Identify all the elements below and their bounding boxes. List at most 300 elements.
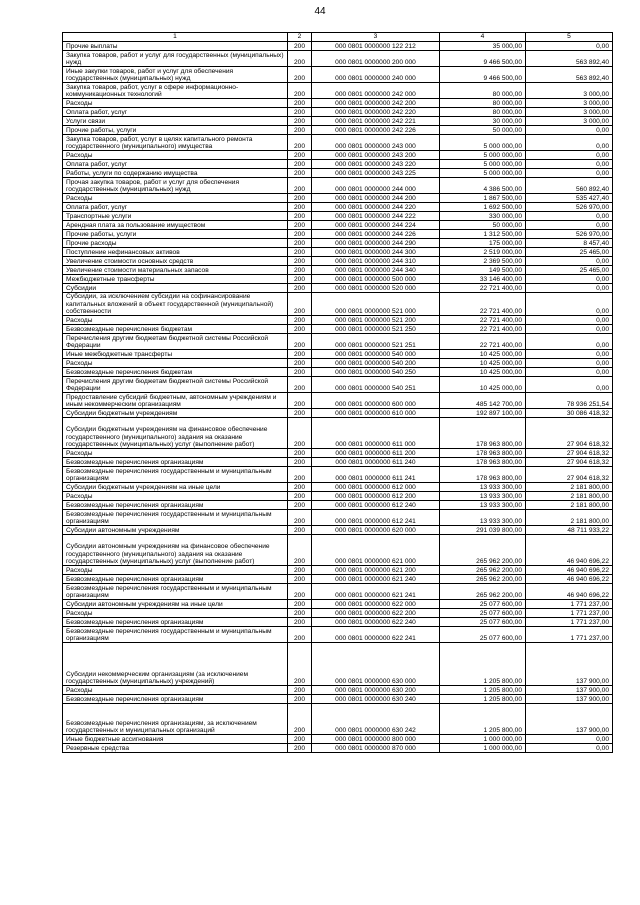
table-row [63,221,613,230]
row-name-cell: Увеличение стоимости материальных запасов [63,266,288,275]
row-code-cell: 200 [288,393,312,409]
table-row [63,526,613,535]
row-classification-cell: 000 0801 0000000 244 222 [312,212,440,221]
table-row [63,350,613,359]
row-approved-amount-cell: 2 369 500,00 [440,257,526,266]
row-approved-amount-cell: 178 963 800,00 [440,467,526,483]
row-name-cell: Закупка товаров, работ, услуг в целях капитального ремонта государственного (муниципального) имущества [63,135,288,151]
table-row [63,575,613,584]
row-classification-cell: 000 0801 0000000 600 000 [312,393,440,409]
row-name-cell: Прочая закупка товаров, работ и услуг для обеспечения государственных (муниципальных) нужд [63,178,288,194]
row-code-cell: 200 [288,377,312,393]
row-name-cell: Безвозмездные перечисления бюджетам [63,368,288,377]
row-executed-amount-cell: 563 892,40 [526,51,613,67]
row-approved-amount-cell: 4 386 500,00 [440,178,526,194]
row-code-cell: 200 [288,284,312,293]
row-name-cell: Расходы [63,609,288,618]
row-approved-amount-cell: 50 000,00 [440,126,526,135]
row-executed-amount-cell: 0,00 [526,744,613,753]
row-classification-cell: 000 0801 0000000 244 310 [312,257,440,266]
row-executed-amount-cell: 46 940 696,22 [526,575,613,584]
row-executed-amount-cell: 0,00 [526,325,613,334]
row-executed-amount-cell: 30 086 418,32 [526,409,613,418]
row-approved-amount-cell: 13 933 300,00 [440,492,526,501]
row-executed-amount-cell: 0,00 [526,368,613,377]
row-classification-cell: 000 0801 0000000 500 000 [312,275,440,284]
row-classification-cell: 000 0801 0000000 521 251 [312,334,440,350]
table-row [63,126,613,135]
row-classification-cell: 000 0801 0000000 244 200 [312,194,440,203]
row-name-cell: Субсидии автономным учреждениям на финансовое обеспечение государственного (муниципального) задания на оказание государственных (муниципальных) услуг (выполнение работ) [63,535,288,566]
row-classification-cell: 000 0801 0000000 242 200 [312,99,440,108]
table-row [63,377,613,393]
row-name-cell: Резервные средства [63,744,288,753]
table-row [63,535,613,566]
row-approved-amount-cell: 1 205 800,00 [440,643,526,686]
table-row [63,135,613,151]
row-approved-amount-cell: 2 519 000,00 [440,248,526,257]
row-approved-amount-cell: 10 425 000,00 [440,350,526,359]
row-classification-cell: 000 0801 0000000 620 000 [312,526,440,535]
row-name-cell: Поступление нефинансовых активов [63,248,288,257]
row-approved-amount-cell: 149 500,00 [440,266,526,275]
row-classification-cell: 000 0801 0000000 520 000 [312,284,440,293]
row-classification-cell: 000 0801 0000000 611 241 [312,467,440,483]
row-classification-cell: 000 0801 0000000 244 220 [312,203,440,212]
budget-table-body [63,33,613,753]
table-row [63,325,613,334]
table-row [63,293,613,316]
table-row [63,483,613,492]
row-code-cell: 200 [288,230,312,239]
row-code-cell: 200 [288,221,312,230]
row-classification-cell: 000 0801 0000000 540 200 [312,359,440,368]
row-executed-amount-cell: 2 181 800,00 [526,510,613,526]
row-approved-amount-cell: 25 077 600,00 [440,618,526,627]
row-approved-amount-cell: 1 205 800,00 [440,686,526,695]
row-classification-cell: 000 0801 0000000 630 200 [312,686,440,695]
row-name-cell: Субсидии [63,284,288,293]
row-approved-amount-cell: 25 077 600,00 [440,627,526,643]
row-classification-cell: 000 0801 0000000 800 000 [312,735,440,744]
row-classification-cell: 000 0801 0000000 244 300 [312,248,440,257]
row-code-cell: 200 [288,239,312,248]
table-row [63,704,613,735]
table-row [63,51,613,67]
row-code-cell: 200 [288,67,312,83]
row-classification-cell: 000 0801 0000000 244 000 [312,178,440,194]
row-approved-amount-cell: 22 721 400,00 [440,334,526,350]
row-executed-amount-cell: 78 936 251,54 [526,393,613,409]
row-executed-amount-cell: 48 711 933,22 [526,526,613,535]
row-executed-amount-cell: 0,00 [526,212,613,221]
table-row [63,178,613,194]
row-classification-cell: 000 0801 0000000 630 242 [312,704,440,735]
table-row [63,393,613,409]
row-approved-amount-cell: 22 721 400,00 [440,325,526,334]
row-classification-cell: 000 0801 0000000 244 226 [312,230,440,239]
row-name-cell: Транспортные услуги [63,212,288,221]
row-code-cell: 200 [288,467,312,483]
row-classification-cell: 000 0801 0000000 200 000 [312,51,440,67]
row-code-cell: 200 [288,117,312,126]
row-name-cell: Безвозмездные перечисления организациям [63,501,288,510]
row-code-cell: 200 [288,257,312,266]
row-name-cell: Иные закупки товаров, работ и услуг для обеспечения государственных (муниципальных) нужд [63,67,288,83]
row-name-cell: Увеличение стоимости основных средств [63,257,288,266]
row-approved-amount-cell: 80 000,00 [440,108,526,117]
row-code-cell: 200 [288,108,312,117]
row-classification-cell: 000 0801 0000000 621 240 [312,575,440,584]
row-approved-amount-cell: 5 000 000,00 [440,160,526,169]
row-name-cell: Прочие выплаты [63,42,288,51]
table-row [63,744,613,753]
row-executed-amount-cell: 2 181 800,00 [526,501,613,510]
row-name-cell: Безвозмездные перечисления организациям [63,458,288,467]
row-classification-cell: 000 0801 0000000 244 340 [312,266,440,275]
row-classification-cell: 000 0801 0000000 242 221 [312,117,440,126]
row-executed-amount-cell: 0,00 [526,135,613,151]
row-name-cell: Безвозмездные перечисления организациям, за исключением государственных и муниципальных организаций [63,704,288,735]
row-classification-cell: 000 0801 0000000 521 200 [312,316,440,325]
row-name-cell: Безвозмездные перечисления организациям [63,618,288,627]
row-classification-cell: 000 0801 0000000 621 200 [312,566,440,575]
row-executed-amount-cell: 0,00 [526,735,613,744]
table-row [63,449,613,458]
row-code-cell: 200 [288,359,312,368]
row-approved-amount-cell: 192 897 100,00 [440,409,526,418]
row-name-cell: Безвозмездные перечисления государственным и муниципальным организациям [63,584,288,600]
row-name-cell: Расходы [63,492,288,501]
row-approved-amount-cell: 22 721 400,00 [440,316,526,325]
row-name-cell: Работы, услуги по содержанию имущества [63,169,288,178]
row-code-cell: 200 [288,618,312,627]
row-executed-amount-cell: 3 000,00 [526,83,613,99]
table-row [63,248,613,257]
table-row [63,584,613,600]
row-classification-cell: 000 0801 0000000 242 220 [312,108,440,117]
row-executed-amount-cell: 1 771 237,00 [526,609,613,618]
row-approved-amount-cell: 265 962 200,00 [440,584,526,600]
row-executed-amount-cell: 27 904 618,32 [526,418,613,449]
row-executed-amount-cell: 137 900,00 [526,695,613,704]
row-classification-cell: 000 0801 0000000 540 250 [312,368,440,377]
row-approved-amount-cell: 80 000,00 [440,99,526,108]
row-code-cell: 200 [288,627,312,643]
row-executed-amount-cell: 46 940 696,22 [526,566,613,575]
row-code-cell: 200 [288,686,312,695]
row-executed-amount-cell: 137 900,00 [526,643,613,686]
row-executed-amount-cell: 535 427,40 [526,194,613,203]
row-classification-cell: 000 0801 0000000 622 200 [312,609,440,618]
row-approved-amount-cell: 33 146 400,00 [440,275,526,284]
row-code-cell: 200 [288,160,312,169]
row-classification-cell: 000 0801 0000000 870 000 [312,744,440,753]
row-name-cell: Прочие работы, услуги [63,230,288,239]
row-classification-cell: 000 0801 0000000 630 000 [312,643,440,686]
row-classification-cell: 000 0801 0000000 610 000 [312,409,440,418]
row-code-cell: 200 [288,510,312,526]
row-classification-cell: 000 0801 0000000 122 212 [312,42,440,51]
row-code-cell: 200 [288,135,312,151]
row-executed-amount-cell: 0,00 [526,316,613,325]
row-executed-amount-cell: 560 892,40 [526,178,613,194]
row-classification-cell: 000 0801 0000000 243 220 [312,160,440,169]
row-name-cell: Иные бюджетные ассигнования [63,735,288,744]
row-name-cell: Безвозмездные перечисления государственным и муниципальным организациям [63,467,288,483]
row-approved-amount-cell: 485 142 700,00 [440,393,526,409]
row-classification-cell: 000 0801 0000000 622 000 [312,600,440,609]
row-name-cell: Субсидии бюджетным учреждениям [63,409,288,418]
row-code-cell: 200 [288,575,312,584]
table-row [63,239,613,248]
row-classification-cell: 000 0801 0000000 611 000 [312,418,440,449]
row-approved-amount-cell: 13 933 300,00 [440,483,526,492]
row-code-cell: 200 [288,600,312,609]
row-executed-amount-cell: 3 000,00 [526,99,613,108]
row-code-cell: 200 [288,695,312,704]
row-classification-cell: 000 0801 0000000 242 226 [312,126,440,135]
row-executed-amount-cell: 46 940 696,22 [526,535,613,566]
row-approved-amount-cell: 1 205 800,00 [440,695,526,704]
row-name-cell: Оплата работ, услуг [63,108,288,117]
row-classification-cell: 000 0801 0000000 612 240 [312,501,440,510]
row-name-cell: Закупка товаров, работ и услуг для государственных (муниципальных) нужд [63,51,288,67]
row-name-cell: Расходы [63,359,288,368]
row-approved-amount-cell: 1 312 500,00 [440,230,526,239]
row-name-cell: Субсидии некоммерческим организациям (за исключением государственных (муниципальных) учреждений) [63,643,288,686]
row-classification-cell: 000 0801 0000000 612 000 [312,483,440,492]
row-executed-amount-cell: 2 181 800,00 [526,492,613,501]
row-code-cell: 200 [288,99,312,108]
row-code-cell: 200 [288,194,312,203]
table-row [63,510,613,526]
row-classification-cell: 000 0801 0000000 611 240 [312,458,440,467]
row-approved-amount-cell: 265 962 200,00 [440,575,526,584]
row-approved-amount-cell: 265 962 200,00 [440,566,526,575]
row-classification-cell: 000 0801 0000000 244 224 [312,221,440,230]
row-approved-amount-cell: 10 425 000,00 [440,359,526,368]
row-classification-cell: 000 0801 0000000 521 000 [312,293,440,316]
row-executed-amount-cell: 3 000,00 [526,108,613,117]
row-approved-amount-cell: 265 962 200,00 [440,535,526,566]
table-row [63,492,613,501]
row-classification-cell: 000 0801 0000000 622 241 [312,627,440,643]
table-row [63,609,613,618]
row-executed-amount-cell: 0,00 [526,275,613,284]
table-row [63,418,613,449]
table-row [63,169,613,178]
row-code-cell: 200 [288,566,312,575]
row-code-cell: 200 [288,643,312,686]
row-code-cell: 200 [288,83,312,99]
row-code-cell: 200 [288,325,312,334]
row-name-cell: Расходы [63,194,288,203]
row-approved-amount-cell: 291 039 800,00 [440,526,526,535]
row-approved-amount-cell: 22 721 400,00 [440,284,526,293]
row-approved-amount-cell: 178 963 800,00 [440,458,526,467]
row-executed-amount-cell: 526 970,00 [526,203,613,212]
row-executed-amount-cell: 2 181 800,00 [526,483,613,492]
row-name-cell: Арендная плата за пользование имуществом [63,221,288,230]
row-executed-amount-cell: 137 900,00 [526,704,613,735]
row-code-cell: 200 [288,293,312,316]
row-approved-amount-cell: 9 466 500,00 [440,51,526,67]
row-code-cell: 200 [288,51,312,67]
row-classification-cell: 000 0801 0000000 540 251 [312,377,440,393]
row-classification-cell: 000 0801 0000000 621 241 [312,584,440,600]
row-approved-amount-cell: 175 000,00 [440,239,526,248]
table-header-row [63,33,613,42]
row-executed-amount-cell: 0,00 [526,169,613,178]
row-executed-amount-cell: 0,00 [526,284,613,293]
row-code-cell: 200 [288,203,312,212]
row-executed-amount-cell: 3 000,00 [526,117,613,126]
row-executed-amount-cell: 0,00 [526,221,613,230]
table-row [63,695,613,704]
row-approved-amount-cell: 5 000 000,00 [440,169,526,178]
row-approved-amount-cell: 1 000 000,00 [440,744,526,753]
table-row [63,99,613,108]
column-header-5: 5 [526,33,613,42]
row-approved-amount-cell: 10 425 000,00 [440,377,526,393]
row-executed-amount-cell: 0,00 [526,377,613,393]
table-row [63,266,613,275]
row-code-cell: 200 [288,744,312,753]
row-code-cell: 200 [288,483,312,492]
row-approved-amount-cell: 1 205 800,00 [440,704,526,735]
row-classification-cell: 000 0801 0000000 611 200 [312,449,440,458]
row-approved-amount-cell: 22 721 400,00 [440,293,526,316]
row-approved-amount-cell: 80 000,00 [440,83,526,99]
row-code-cell: 200 [288,735,312,744]
row-executed-amount-cell: 8 457,40 [526,239,613,248]
row-code-cell: 200 [288,350,312,359]
page-number: 44 [314,6,326,17]
row-approved-amount-cell: 330 000,00 [440,212,526,221]
row-code-cell: 200 [288,449,312,458]
table-row [63,735,613,744]
row-code-cell: 200 [288,501,312,510]
row-classification-cell: 000 0801 0000000 243 200 [312,151,440,160]
row-executed-amount-cell: 0,00 [526,126,613,135]
table-row [63,501,613,510]
row-classification-cell: 000 0801 0000000 243 000 [312,135,440,151]
row-name-cell: Перечисления другим бюджетам бюджетной системы Российской Федерации [63,377,288,393]
row-classification-cell: 000 0801 0000000 630 240 [312,695,440,704]
row-code-cell: 200 [288,212,312,221]
row-code-cell: 200 [288,266,312,275]
table-row [63,458,613,467]
row-code-cell: 200 [288,409,312,418]
row-approved-amount-cell: 25 077 600,00 [440,600,526,609]
row-name-cell: Субсидии автономным учреждениям [63,526,288,535]
table-row [63,67,613,83]
row-code-cell: 200 [288,248,312,257]
row-approved-amount-cell: 13 933 300,00 [440,510,526,526]
row-code-cell: 200 [288,704,312,735]
row-code-cell: 200 [288,418,312,449]
row-executed-amount-cell: 27 904 618,32 [526,458,613,467]
row-approved-amount-cell: 5 000 000,00 [440,135,526,151]
row-executed-amount-cell: 1 771 237,00 [526,627,613,643]
row-name-cell: Перечисления другим бюджетам бюджетной системы Российской Федерации [63,334,288,350]
row-name-cell: Оплата работ, услуг [63,203,288,212]
row-code-cell: 200 [288,151,312,160]
row-classification-cell: 000 0801 0000000 612 200 [312,492,440,501]
row-executed-amount-cell: 526 970,00 [526,230,613,239]
row-code-cell: 200 [288,275,312,284]
table-row [63,566,613,575]
row-approved-amount-cell: 178 963 800,00 [440,418,526,449]
row-name-cell: Расходы [63,99,288,108]
row-approved-amount-cell: 5 000 000,00 [440,151,526,160]
row-approved-amount-cell: 50 000,00 [440,221,526,230]
row-executed-amount-cell: 25 465,00 [526,248,613,257]
row-name-cell: Субсидии бюджетным учреждениям на финансовое обеспечение государственного (муниципального) задания на оказание государственных (муниципальных) услуг (выполнение работ) [63,418,288,449]
row-code-cell: 200 [288,526,312,535]
row-executed-amount-cell: 0,00 [526,334,613,350]
row-approved-amount-cell: 9 466 500,00 [440,67,526,83]
row-name-cell: Субсидии, за исключением субсидии на софинансирование капитальных вложений в объект государственной (муниципальной) собственности [63,293,288,316]
row-approved-amount-cell: 178 963 800,00 [440,449,526,458]
row-classification-cell: 000 0801 0000000 244 290 [312,239,440,248]
table-row [63,686,613,695]
table-row [63,160,613,169]
row-approved-amount-cell: 13 933 300,00 [440,501,526,510]
row-classification-cell: 000 0801 0000000 240 000 [312,67,440,83]
column-header-1: 1 [63,33,288,42]
row-name-cell: Прочие работы, услуги [63,126,288,135]
row-executed-amount-cell: 0,00 [526,350,613,359]
row-classification-cell: 000 0801 0000000 612 241 [312,510,440,526]
row-executed-amount-cell: 0,00 [526,359,613,368]
row-code-cell: 200 [288,458,312,467]
table-row [63,117,613,126]
row-executed-amount-cell: 1 771 237,00 [526,600,613,609]
row-executed-amount-cell: 0,00 [526,160,613,169]
row-code-cell: 200 [288,368,312,377]
table-row [63,203,613,212]
row-name-cell: Субсидии автономным учреждениям на иные цели [63,600,288,609]
table-row [63,108,613,117]
row-code-cell: 200 [288,584,312,600]
table-row [63,334,613,350]
row-approved-amount-cell: 30 000,00 [440,117,526,126]
table-row [63,151,613,160]
row-classification-cell: 000 0801 0000000 521 250 [312,325,440,334]
row-code-cell: 200 [288,334,312,350]
row-name-cell: Безвозмездные перечисления государственным и муниципальным организациям [63,510,288,526]
row-approved-amount-cell: 25 077 600,00 [440,609,526,618]
column-header-4: 4 [440,33,526,42]
row-approved-amount-cell: 1 867 500,00 [440,194,526,203]
table-row [63,194,613,203]
row-code-cell: 200 [288,42,312,51]
row-code-cell: 200 [288,316,312,325]
column-header-3: 3 [312,33,440,42]
row-approved-amount-cell: 1 692 500,00 [440,203,526,212]
row-classification-cell: 000 0801 0000000 622 240 [312,618,440,627]
table-row [63,316,613,325]
table-row [63,627,613,643]
row-name-cell: Расходы [63,566,288,575]
table-row [63,230,613,239]
row-executed-amount-cell: 137 900,00 [526,686,613,695]
row-classification-cell: 000 0801 0000000 242 000 [312,83,440,99]
budget-table [62,32,613,753]
table-row [63,212,613,221]
